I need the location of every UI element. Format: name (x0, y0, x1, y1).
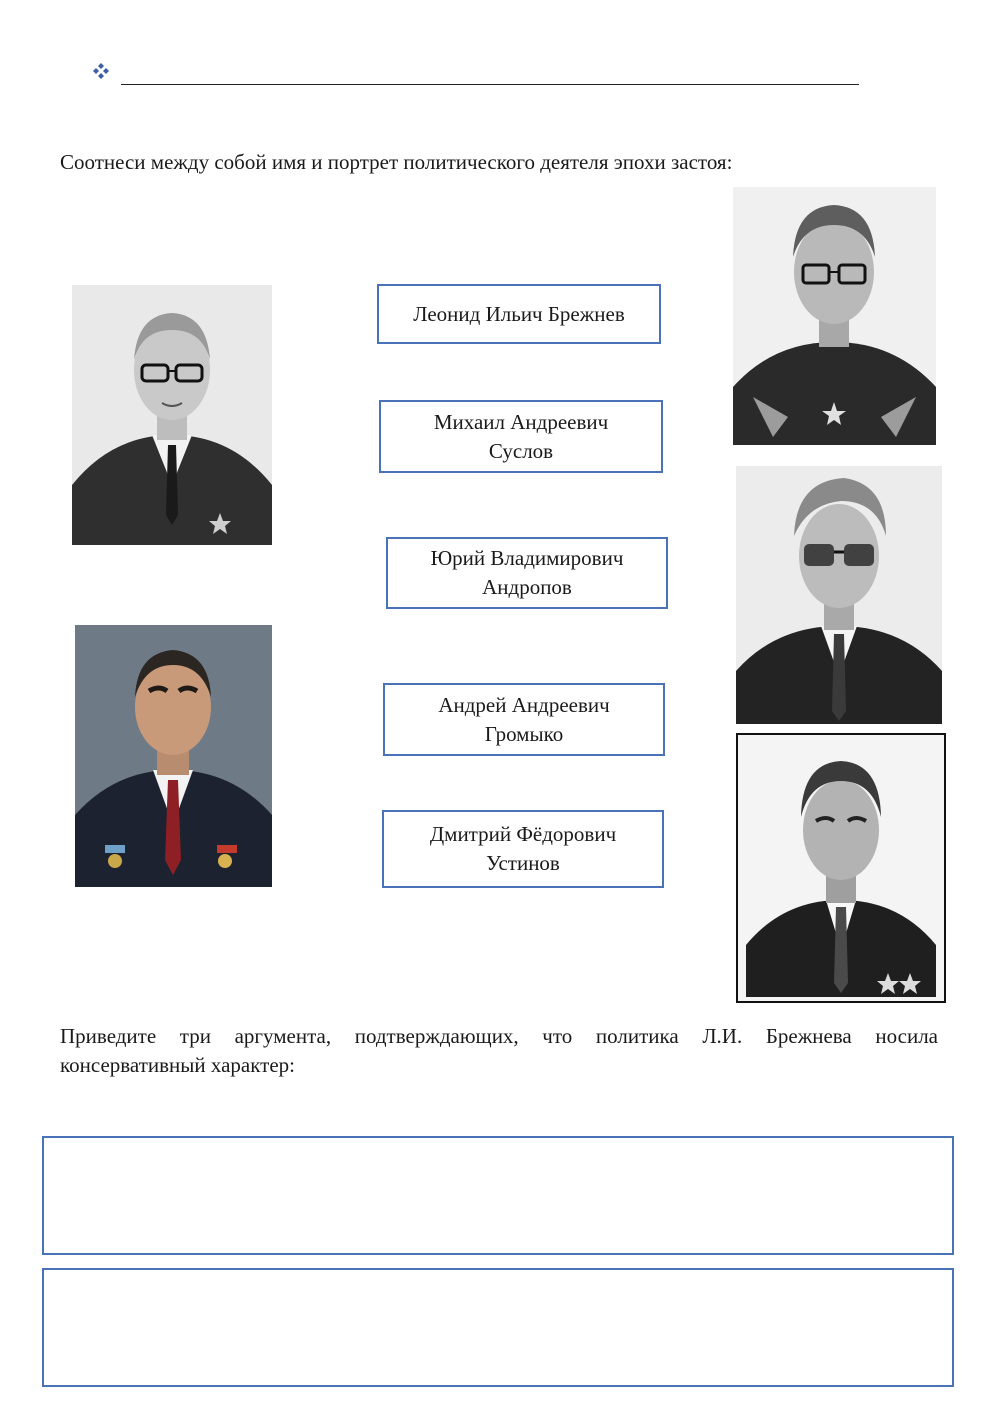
answer-underline[interactable] (121, 84, 859, 85)
portrait-3[interactable] (733, 187, 936, 445)
portrait-4[interactable] (736, 466, 942, 724)
name-card-4[interactable] (383, 683, 665, 756)
question-text: Приведите три аргумента, подтверждающих, что политика Л.И. Брежнева носила консервативный характер: (60, 1024, 938, 1077)
name-line: Леонид Ильич Брежнев (413, 301, 625, 326)
answer-box-2[interactable] (42, 1268, 954, 1387)
portrait-2[interactable] (75, 625, 272, 887)
name-card-3[interactable] (386, 537, 668, 609)
name-line: Андропов (482, 575, 572, 599)
instruction-text: Соотнеси между собой имя и портрет политического деятеля эпохи застоя: (60, 150, 733, 174)
name-line: Устинов (486, 851, 560, 875)
name-card-5[interactable] (382, 810, 664, 888)
name-line: Михаил Андреевич (433, 409, 609, 434)
name-line: Андрей Андреевич (438, 692, 610, 717)
name-line: Дмитрий Фёдорович (429, 822, 617, 846)
diamond-bullet-icon (92, 62, 110, 80)
name-card-2[interactable] (379, 400, 663, 473)
answer-box-1[interactable] (42, 1136, 954, 1255)
name-line: Юрий Владимирович (430, 546, 624, 570)
portrait-5[interactable] (736, 733, 946, 1003)
name-card-1[interactable] (377, 284, 661, 344)
portrait-1[interactable] (72, 285, 272, 545)
name-line: Суслов (488, 438, 554, 463)
name-line: Громыко (484, 721, 564, 746)
